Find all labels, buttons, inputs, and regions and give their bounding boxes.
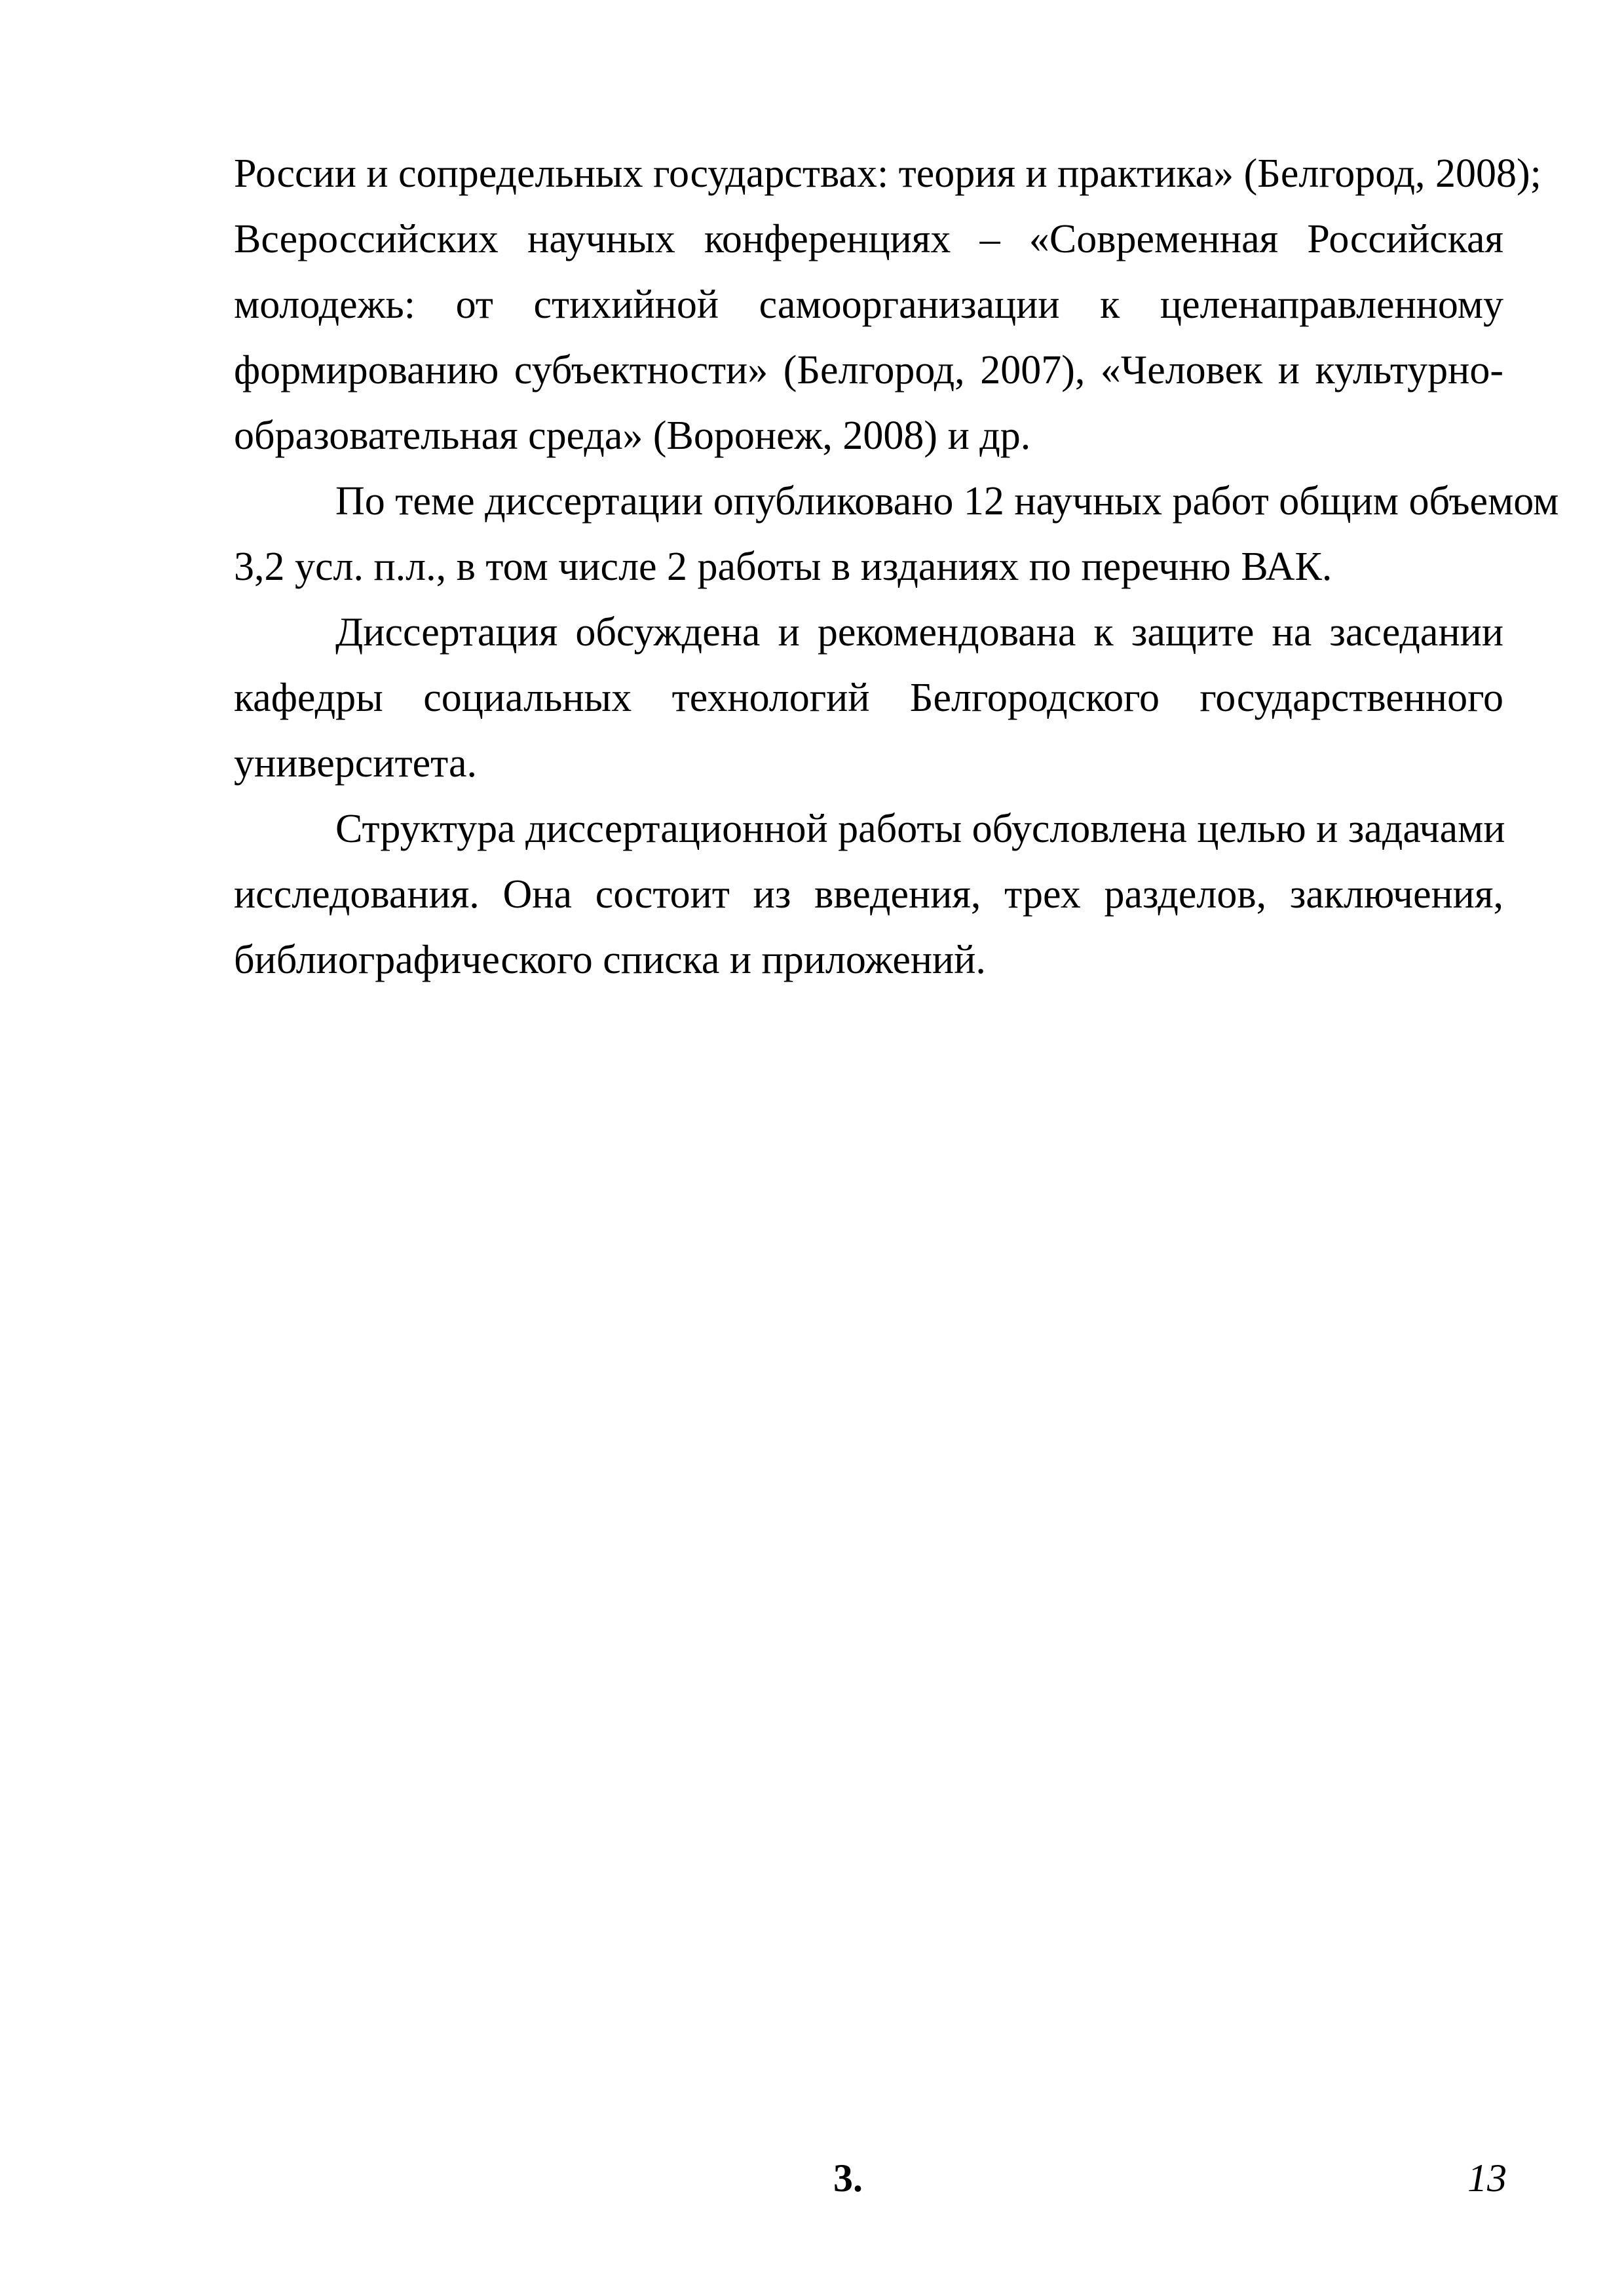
text-line: библиографического списка и приложений. — [234, 938, 986, 982]
text-line: образовательная среда» (Воронеж, 2008) и др. — [234, 413, 1031, 458]
document-text-block — [234, 141, 1559, 993]
text-line: формированию субъектности» (Белгород, 2007), «Человек и культурно- — [234, 348, 1503, 392]
text-line: Диссертация обсуждена и рекомендована к защите на заседании — [335, 610, 1503, 655]
text-line: 3,2 усл. п.л., в том числе 2 работы в изданиях по перечню ВАК. — [234, 545, 1332, 589]
text-line: Всероссийских научных конференциях – «Современная Российская — [234, 217, 1503, 261]
text-line: России и сопредельных государствах: теория и практика» (Белгород, 2008); — [234, 151, 1541, 196]
footer-section-number: 3. — [833, 2156, 863, 2200]
text-line: Структура диссертационной работы обусловлена целью и задачами — [335, 807, 1505, 851]
footer-page-number: 13 — [1467, 2156, 1507, 2200]
text-line: исследования. Она состоит из введения, трех разделов, заключения, — [234, 872, 1503, 917]
text-line: По теме диссертации опубликовано 12 научных работ общим объемом — [335, 479, 1559, 524]
text-line: кафедры социальных технологий Белгородского государственного — [234, 676, 1503, 720]
text-line: молодежь: от стихийной самоорганизации к целенаправленному — [234, 282, 1503, 327]
text-line: университета. — [234, 741, 477, 786]
